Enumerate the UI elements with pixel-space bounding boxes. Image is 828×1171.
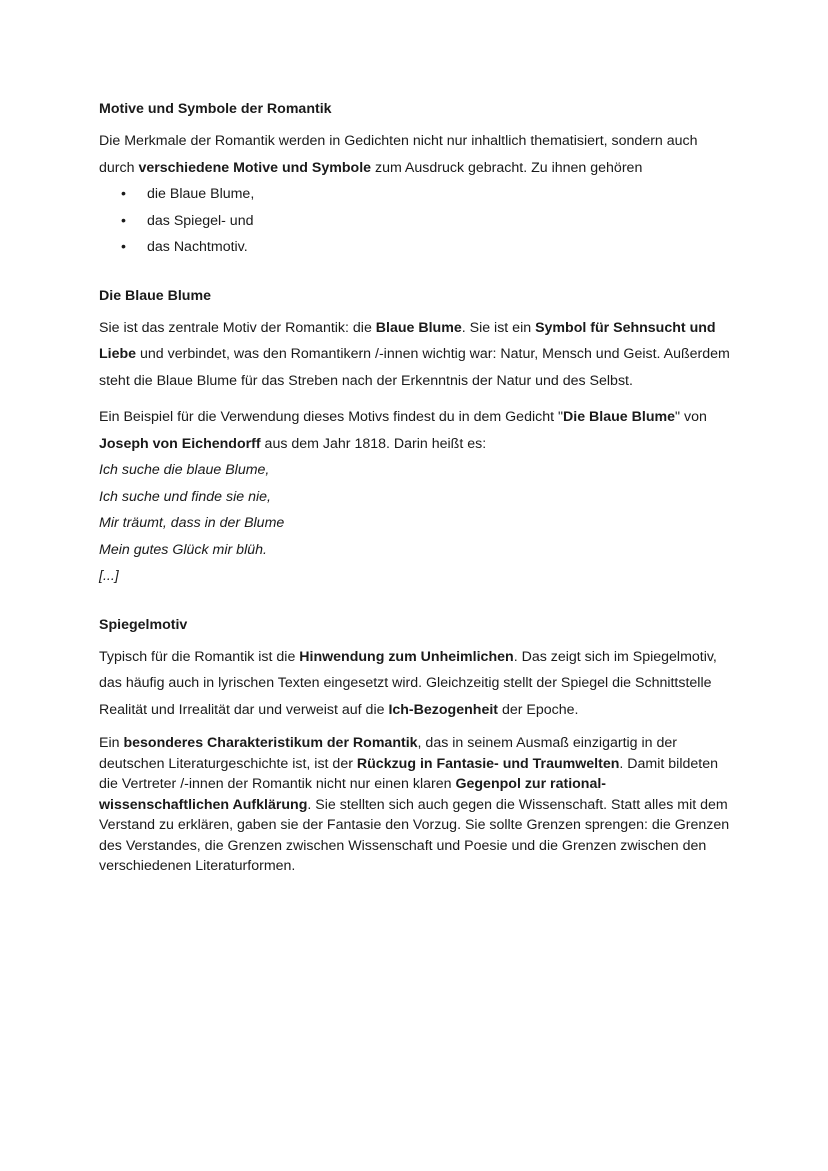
- text-run: . Sie stellten sich auch gegen die Wissenschaft. Statt alles mit dem Verstand zu erklären, gaben sie der Fantasie den Vorzug. Sie sollte Grenzen sprengen: die Grenzen des Verstandes, die Grenzen zwischen Wissenschaft und Poesie und die Grenzen zwischen den verschiedenen Literaturformen.: [99, 796, 730, 874]
- intro-paragraph: [99, 128, 731, 181]
- bold-run: verschiedene Motive und Symbole: [138, 159, 372, 176]
- bold-run: besonderes Charakteristikum der Romantik: [123, 735, 418, 751]
- section-heading-spiegelmotiv: Spiegelmotiv: [99, 616, 188, 633]
- text-run: , das in seinem Ausmaß einzigartig in der deutschen Literaturgeschichte ist, ist der: [99, 735, 677, 772]
- list-item: [99, 234, 731, 261]
- text-run: Ein: [99, 735, 124, 751]
- list-item-label: das Spiegel- und: [147, 212, 254, 229]
- poem-line: Ich suche und finde sie nie,: [99, 488, 271, 505]
- bold-run: Blaue Blume: [375, 319, 462, 336]
- text-run: . Das zeigt sich im Spiegelmotiv, das häufig auch in lyrischen Texten eingesetzt wird. Gleichzeitig stellt der Spiegel die Schnittstelle Realität und Irrealität dar und verweist auf die: [99, 648, 717, 718]
- poem-line: Mir träumt, dass in der Blume: [99, 515, 285, 531]
- text-run: zum Ausdruck gebracht. Zu ihnen gehören: [371, 159, 643, 176]
- text-run: Die Merkmale der Romantik werden in Gedichten nicht nur inhaltlich thematisiert, sondern auch durch: [99, 133, 698, 176]
- bold-run: Hinwendung zum Unheimlichen: [299, 648, 514, 665]
- section-heading-blaue-blume: Die Blaue Blume: [99, 287, 211, 304]
- text-run: . Damit bildeten die Vertreter /-innen der Romantik nicht nur einen klaren: [99, 755, 718, 792]
- bold-run: Joseph von Eichendorff: [99, 435, 261, 452]
- text-run: und verbindet, was den Romantikern /-innen wichtig war: Natur, Mensch und Geist. Außerdem steht die Blaue Blume für das Streben nach der Erkenntnis der Natur und des Selbst.: [99, 346, 730, 389]
- bold-run: Gegenpol zur rational-wissenschaftlichen Aufklärung: [99, 776, 607, 813]
- bullet-icon: •: [121, 212, 126, 229]
- bold-run: Symbol für Sehnsucht und Liebe: [99, 319, 716, 362]
- text-run: Ein Beispiel für die Verwendung dieses Motivs findest du in dem Gedicht ": [99, 409, 564, 425]
- text-run: Typisch für die Romantik ist die: [99, 648, 300, 665]
- motif-list: [99, 181, 731, 261]
- poem-line: Ich suche die blaue Blume,: [99, 462, 270, 478]
- spiegelmotiv-paragraph: [99, 644, 731, 724]
- section-heading-motive: Motive und Symbole der Romantik: [99, 101, 332, 117]
- blaue-blume-paragraph: [99, 315, 731, 395]
- list-item: [99, 208, 731, 235]
- bold-run: Die Blaue Blume: [563, 409, 675, 425]
- text-run: Sie ist das zentrale Motiv der Romantik: die: [99, 319, 376, 336]
- bullet-icon: •: [121, 239, 126, 255]
- text-run: " von: [675, 409, 707, 425]
- list-item-label: das Nachtmotiv.: [147, 239, 248, 255]
- bold-run: Ich-Bezogenheit: [388, 701, 499, 718]
- list-item: [99, 181, 731, 208]
- text-run: aus dem Jahr 1818. Darin heißt es:: [260, 435, 487, 452]
- example-paragraph: [99, 404, 731, 457]
- bullet-icon: •: [121, 186, 126, 202]
- text-run: der Epoche.: [498, 701, 579, 718]
- poem-quote: [99, 457, 731, 590]
- charakteristikum-paragraph: [99, 733, 731, 877]
- text-run: . Sie ist ein: [461, 319, 536, 336]
- poem-line: Mein gutes Glück mir blüh.: [99, 541, 267, 558]
- list-item-label: die Blaue Blume,: [147, 186, 255, 202]
- document-page: [99, 96, 731, 877]
- bold-run: Rückzug in Fantasie- und Traumwelten: [356, 755, 620, 772]
- poem-line: [...]: [99, 568, 119, 584]
